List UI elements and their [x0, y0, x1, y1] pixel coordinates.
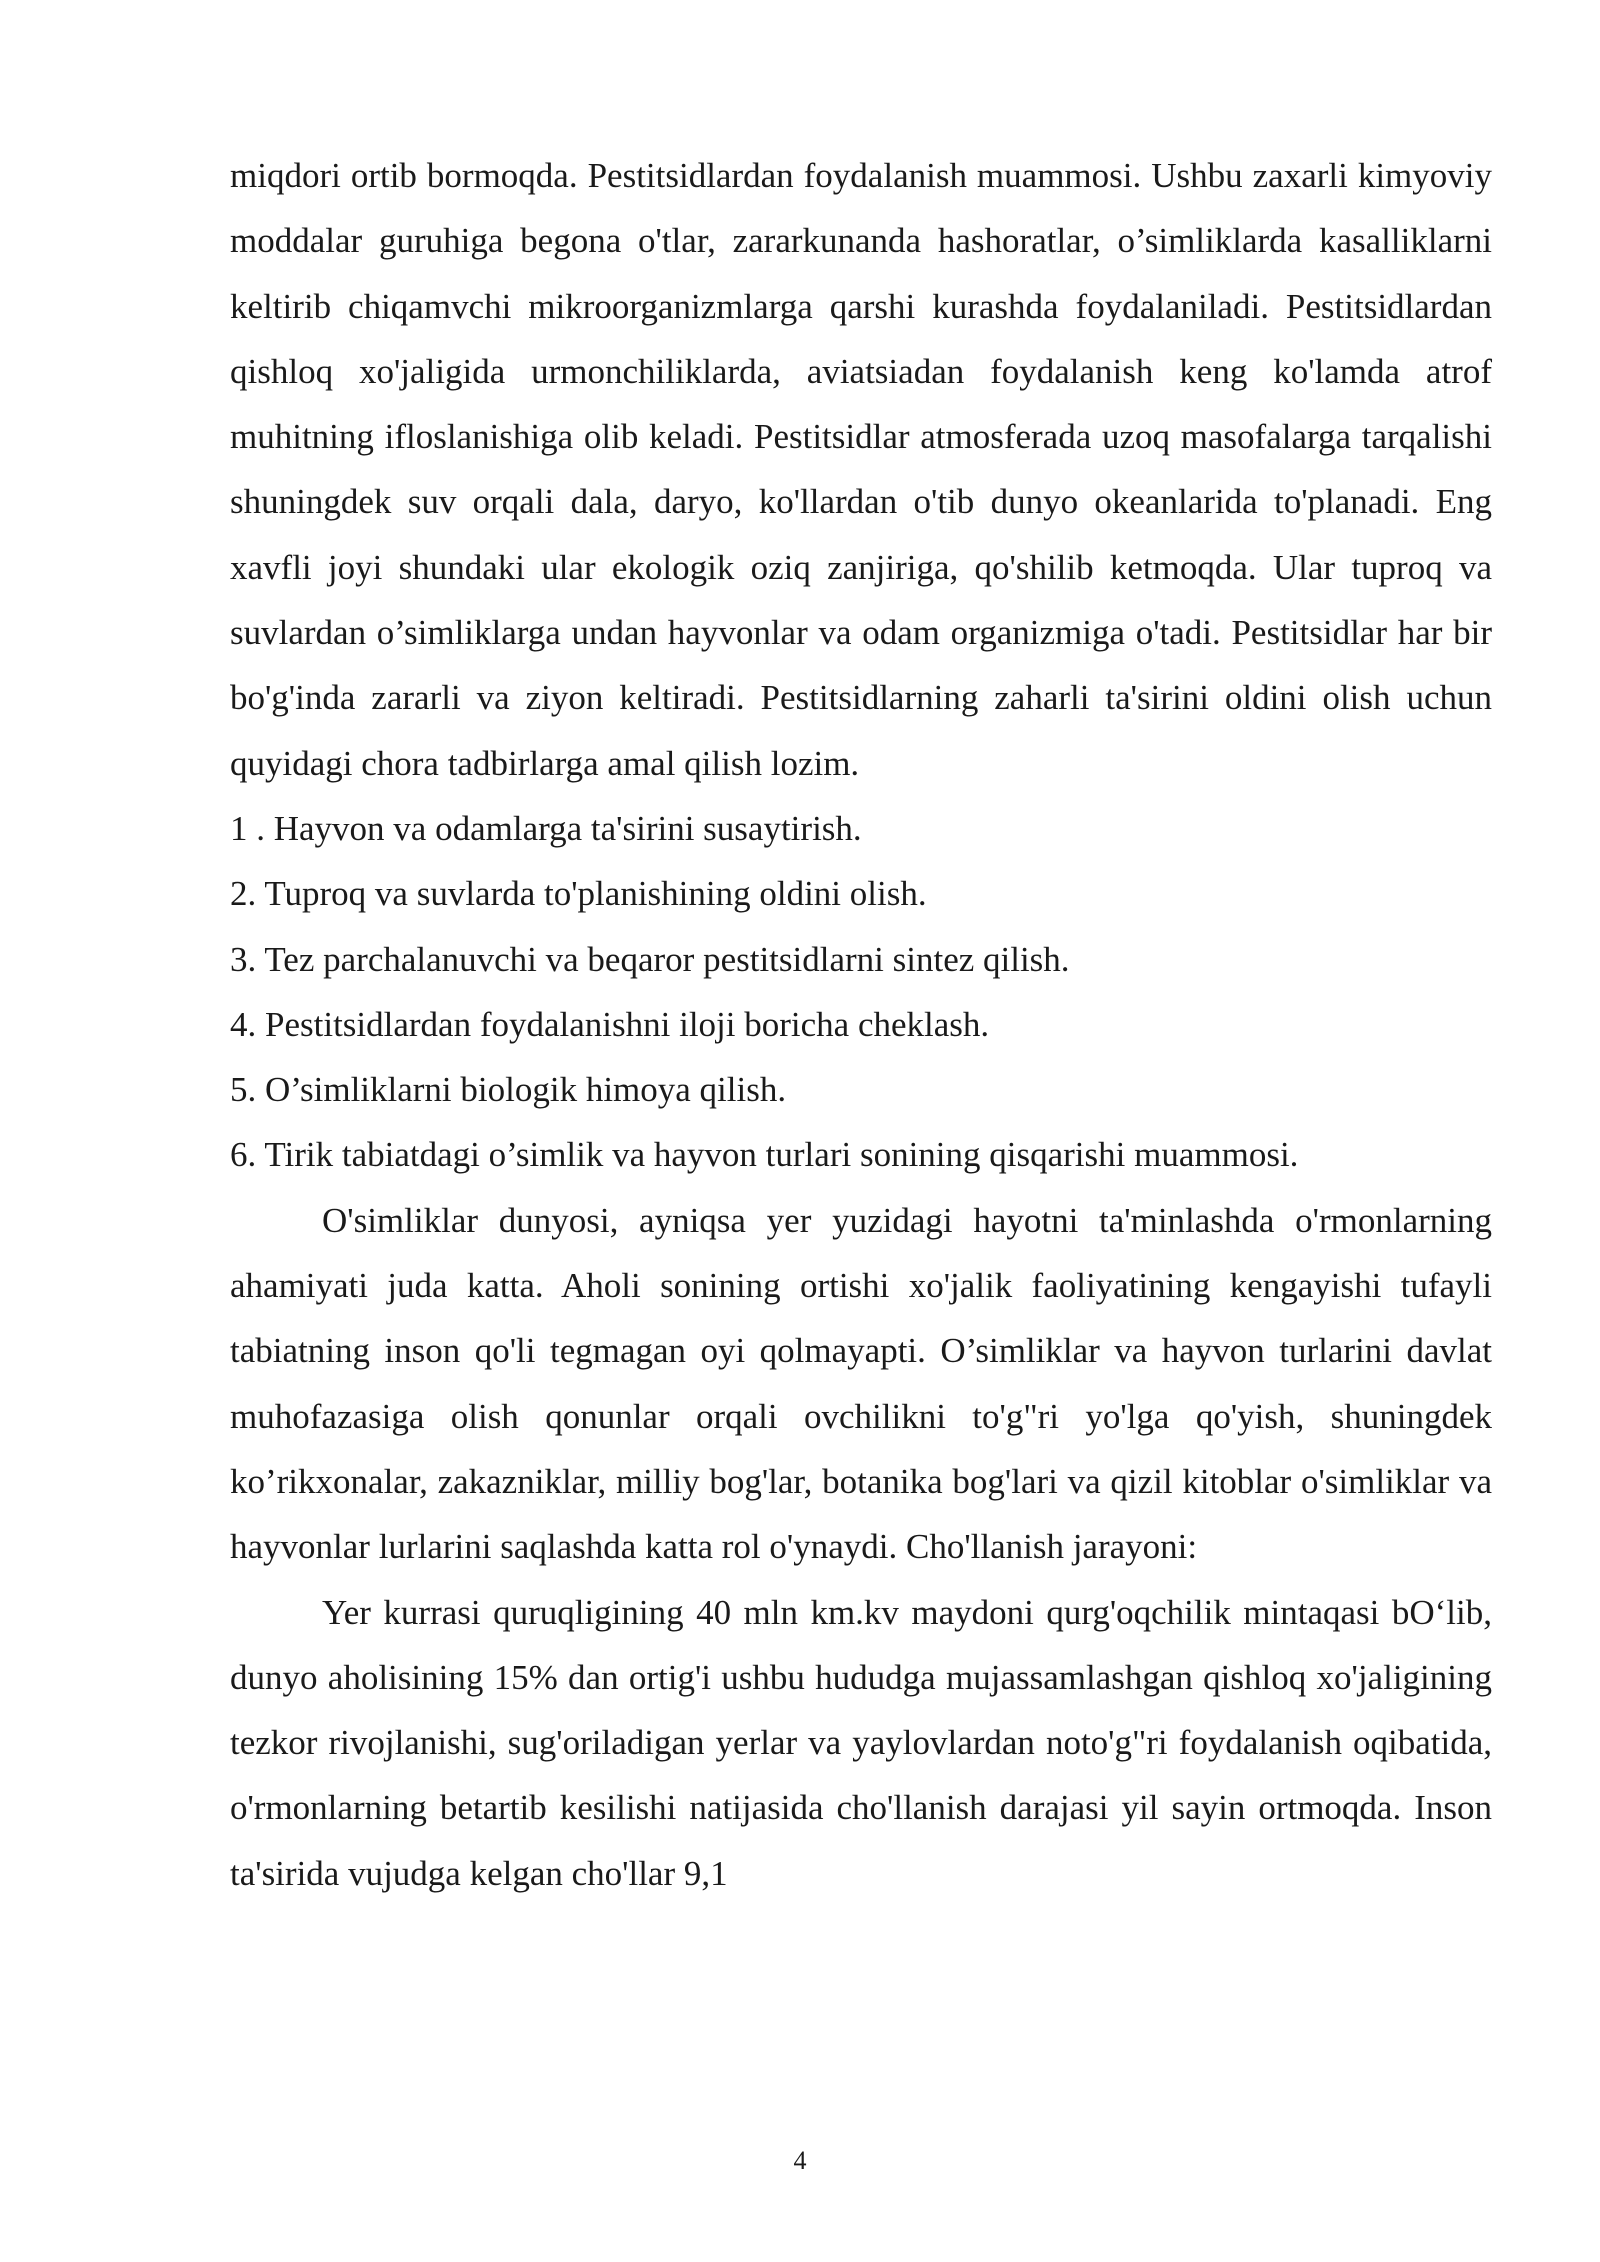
- list-item-1: 1 . Hayvon va odamlarga ta'sirini susaytirish.: [230, 808, 862, 848]
- page-number: 4: [793, 2146, 807, 2175]
- paragraph-desertification: Yer kurrasi quruqligining 40 mln km.kv maydoni qurg'oqchilik mintaqasi bO‘lib, dunyo aholisining 15% dan ortig'i ushbu hududga mujassamlashgan qishloq xo'jaligining tezkor rivojlanishi, sug'oriladigan yerlar va yaylovlardan noto'g"ri foydalanish oqibatida, o'rmonlarning betartib kesilishi natijasida cho'llanish darajasi yil sayin ortmoqda. Inson ta'sirida vujudga kelgan cho'llar 9,1: [230, 1592, 1492, 1893]
- paragraph-plants: O'simliklar dunyosi, ayniqsa yer yuzidagi hayotni ta'minlashda o'rmonlarning ahamiyati juda katta. Aholi sonining ortishi xo'jalik faoliyatining kengayishi tufayli tabiatning inson qo'li tegmagan oyi qolmayapti. O’simliklar va hayvon turlarini davlat muhofazasiga olish qonunlar orqali ovchilikni to'g"ri yo'lga qo'yish, shuningdek ko’rikxonalar, zakazniklar, milliy bog'lar, botanika bog'lari va qizil kitoblar o'simliklar va hayvonlar lurlarini saqlashda katta rol o'ynaydi. Cho'llanish jarayoni:: [230, 1200, 1492, 1567]
- list-item-4: 4. Pestitsidlardan foydalanishni iloji boricha cheklash.: [230, 1004, 990, 1044]
- page-body: [230, 143, 1492, 1906]
- paragraph-pesticides: miqdori ortib bormoqda. Pestitsidlardan foydalanish muammosi. Ushbu zaxarli kimyoviy moddalar guruhiga begona o'tlar, zararkunanda hashoratlar, o’simliklarda kasalliklarni keltirib chiqamvchi mikroorganizmlarga qarshi kurashda foydalaniladi. Pestitsidlardan qishloq xo'jaligida urmonchiliklarda, aviatsiadan foydalanish keng ko'lamda atrof muhitning ifloslanishiga olib keladi. Pestitsidlar atmosferada uzoq masofalarga tarqalishi shuningdek suv orqali dala, daryo, ko'llardan o'tib dunyo okeanlarida to'planadi. Eng xavfli joyi shundaki ular ekologik oziq zanjiriga, qo'shilib ketmoqda. Ular tuproq va suvlardan o’simliklarga undan hayvonlar va odam organizmiga o'tadi. Pestitsidlar har bir bo'g'inda zararli va ziyon keltiradi. Pestitsidlarning zaharli ta'sirini oldini olish uchun quyidagi chora tadbirlarga amal qilish lozim.: [230, 156, 1492, 783]
- list-item-6: 6. Tirik tabiatdagi o’simlik va hayvon turlari sonining qisqarishi muammosi.: [230, 1135, 1299, 1175]
- list-item-2: 2. Tuproq va suvlarda to'planishining oldini olish.: [230, 874, 927, 914]
- list-item-3: 3. Tez parchalanuvchi va beqaror pestitsidlarni sintez qilish.: [230, 939, 1070, 979]
- list-item-5: 5. O’simliklarni biologik himoya qilish.: [230, 1070, 787, 1110]
